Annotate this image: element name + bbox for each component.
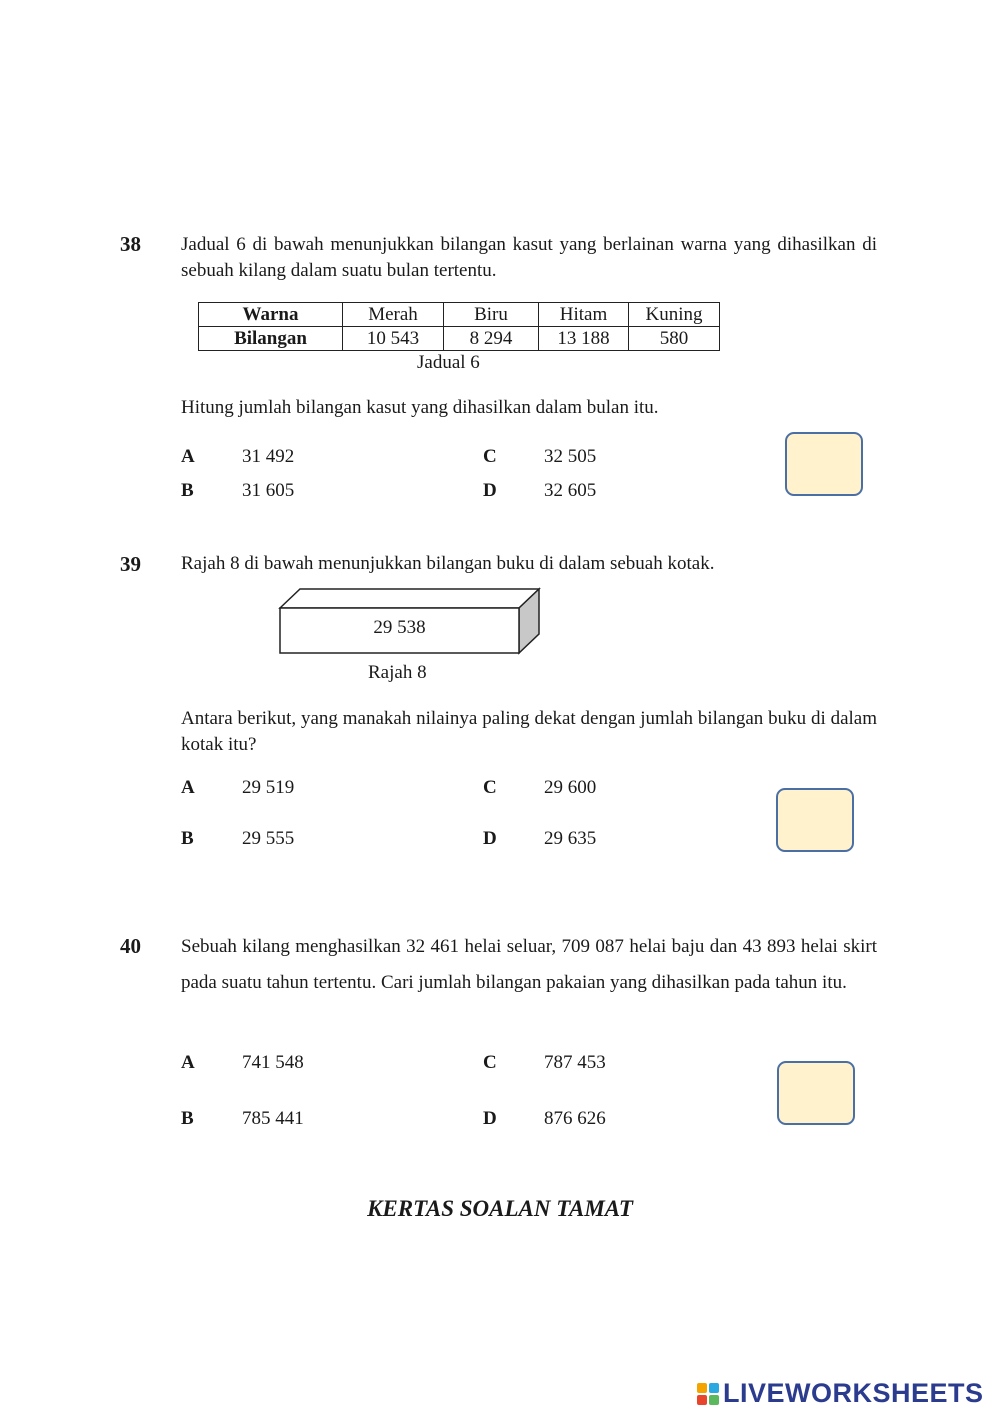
table-cell: Bilangan (199, 327, 343, 351)
question-number: 40 (120, 934, 141, 958)
question-number: 39 (120, 552, 141, 576)
table-cell: 13 188 (539, 327, 629, 351)
option-letter: B (181, 828, 194, 849)
question-text: Jadual 6 di bawah menunjukkan bilangan kasut yang berlainan warna yang dihasilkan di sebuah kilang dalam suatu bulan tertentu. (181, 234, 877, 281)
question-text: Rajah 8 di bawah menunjukkan bilangan buku di dalam sebuah kotak. (181, 553, 715, 574)
question-text: Sebuah kilang menghasilkan 32 461 helai seluar, 709 087 helai baju dan 43 893 helai skirt pada suatu tahun tertentu. Cari jumlah bilangan pakaian yang dihasilkan pada tahun itu. (181, 936, 877, 993)
option-letter: A (181, 446, 195, 467)
option-value: 32 605 (544, 480, 597, 501)
table-cell: Biru (444, 303, 539, 327)
option-value: 741 548 (242, 1052, 304, 1073)
option-letter: C (483, 446, 497, 467)
option-letter: A (181, 1052, 195, 1073)
liveworksheets-logo[interactable] (697, 1378, 984, 1409)
table-cell: Hitam (539, 303, 629, 327)
box-top-face (280, 589, 539, 608)
answer-box-38[interactable] (785, 432, 863, 496)
option-letter: D (483, 828, 497, 849)
option-letter: C (483, 777, 497, 798)
option-value: 31 605 (242, 480, 295, 501)
option-value: 32 505 (544, 446, 597, 467)
table-row (199, 327, 720, 351)
question-prompt: Hitung jumlah bilangan kasut yang dihasilkan dalam bulan itu. (181, 397, 659, 418)
table-cell: Warna (199, 303, 343, 327)
option-letter: C (483, 1052, 497, 1073)
answer-box-40[interactable] (777, 1061, 855, 1125)
option-value: 31 492 (242, 446, 295, 467)
table-cell: Merah (343, 303, 444, 327)
option-letter: D (483, 480, 497, 501)
end-of-paper-text: KERTAS SOALAN TAMAT (367, 1196, 633, 1221)
table-cell: Kuning (629, 303, 720, 327)
option-value: 29 519 (242, 777, 295, 798)
option-value: 29 635 (544, 828, 597, 849)
option-letter: A (181, 777, 195, 798)
data-table (198, 302, 720, 351)
option-value: 29 555 (242, 828, 295, 849)
question-number: 38 (120, 232, 141, 256)
table-cell: 580 (629, 327, 720, 351)
option-letter: B (181, 1108, 194, 1129)
table-cell: 8 294 (444, 327, 539, 351)
answer-box-39[interactable] (776, 788, 854, 852)
option-value: 29 600 (544, 777, 597, 798)
logo-grid-icon (697, 1383, 719, 1405)
table-header-row (199, 303, 720, 327)
figure-caption: Rajah 8 (368, 662, 427, 683)
option-value: 785 441 (242, 1108, 304, 1129)
logo-text: LIVEWORKSHEETS (723, 1378, 984, 1408)
question-prompt: Antara berikut, yang manakah nilainya paling dekat dengan jumlah bilangan buku di dalam kotak itu? (181, 708, 877, 755)
option-letter: D (483, 1108, 497, 1129)
option-value: 787 453 (544, 1052, 606, 1073)
option-letter: B (181, 480, 194, 501)
table-cell: 10 543 (343, 327, 444, 351)
table-caption: Jadual 6 (417, 352, 480, 373)
box-label: 29 538 (373, 617, 426, 638)
option-value: 876 626 (544, 1108, 606, 1129)
